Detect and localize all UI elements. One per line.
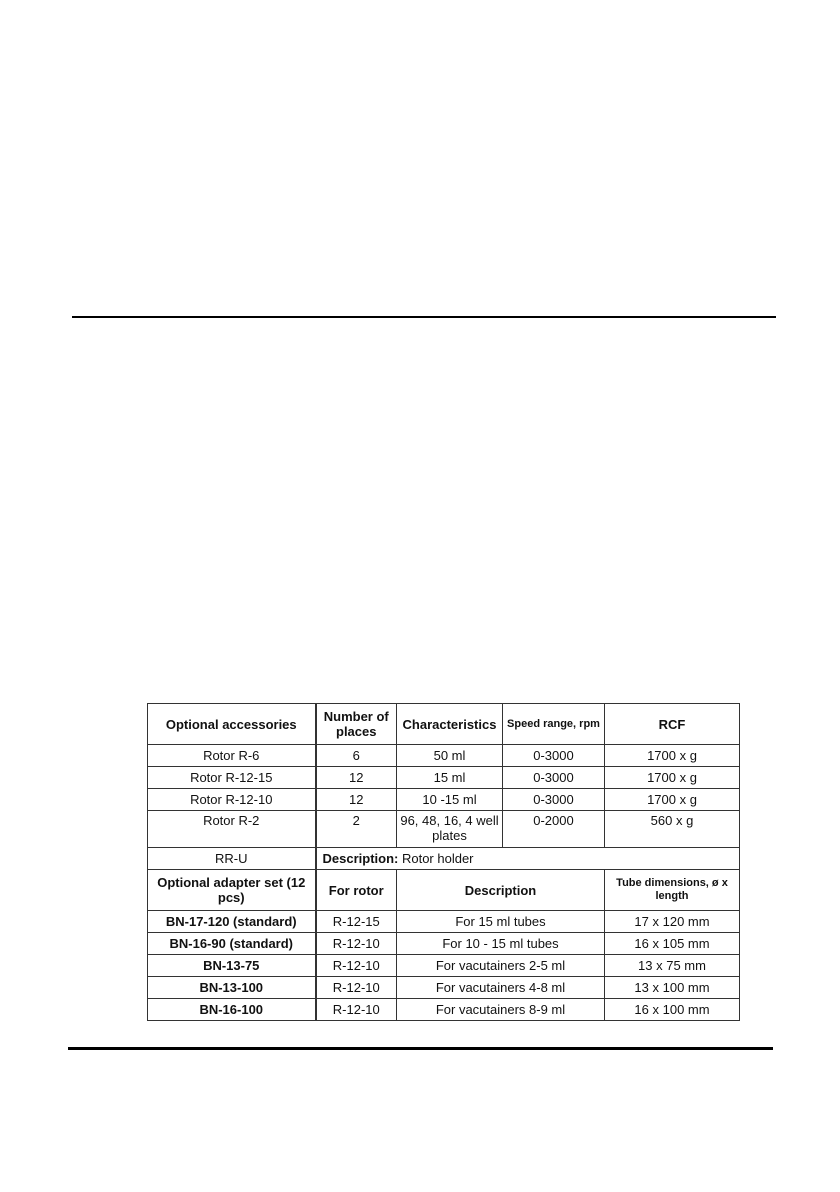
table-row [148, 911, 740, 933]
rotor-name: Rotor R-12-15 [148, 767, 316, 789]
header-for-rotor: For rotor [316, 870, 397, 911]
rotor-name: Rotor R-12-10 [148, 789, 316, 811]
table-row [148, 767, 740, 789]
adapter-dimensions: 16 x 105 mm [605, 933, 740, 955]
rotor-characteristics: 15 ml [397, 767, 503, 789]
header-rcf: RCF [605, 704, 740, 745]
rotor-places: 2 [316, 811, 397, 848]
adapter-rotor: R-12-15 [316, 911, 397, 933]
adapter-dimensions: 13 x 100 mm [605, 977, 740, 999]
adapter-name: BN-13-100 [148, 977, 316, 999]
adapter-name: BN-13-75 [148, 955, 316, 977]
header-optional-accessories: Optional accessories [148, 704, 316, 745]
holder-description [316, 848, 740, 870]
adapter-description: For vacutainers 8-9 ml [397, 999, 605, 1021]
table-row [148, 977, 740, 999]
adapter-rotor: R-12-10 [316, 955, 397, 977]
rotor-places: 12 [316, 767, 397, 789]
holder-row [148, 848, 740, 870]
header-number-of-places: Number of places [316, 704, 397, 745]
adapter-rotor: R-12-10 [316, 933, 397, 955]
table-row [148, 811, 740, 848]
rotor-rcf: 1700 x g [605, 767, 740, 789]
adapter-description: For vacutainers 4-8 ml [397, 977, 605, 999]
table-row [148, 955, 740, 977]
holder-name: RR-U [148, 848, 316, 870]
table-row [148, 789, 740, 811]
rotor-places: 6 [316, 745, 397, 767]
table-row [148, 933, 740, 955]
rotor-rcf: 1700 x g [605, 745, 740, 767]
adapter-rotor: R-12-10 [316, 977, 397, 999]
rotor-rcf: 1700 x g [605, 789, 740, 811]
adapter-dimensions: 16 x 100 mm [605, 999, 740, 1021]
rotor-rcf: 560 x g [605, 811, 740, 848]
header-tube-dimensions: Tube dimensions, ø x length [605, 870, 740, 911]
rotor-speed: 0-3000 [503, 789, 605, 811]
holder-description-label: Description: [322, 851, 399, 866]
table-row [148, 999, 740, 1021]
bottom-divider [68, 1047, 773, 1050]
adapter-header-row [148, 870, 740, 911]
top-divider [72, 316, 776, 318]
adapter-rotor: R-12-10 [316, 999, 397, 1021]
adapter-name: BN-17-120 (standard) [148, 911, 316, 933]
header-characteristics: Characteristics [397, 704, 503, 745]
table-row [148, 745, 740, 767]
rotor-speed: 0-3000 [503, 767, 605, 789]
rotor-speed: 0-3000 [503, 745, 605, 767]
rotor-speed: 0-2000 [503, 811, 605, 848]
adapter-description: For 10 - 15 ml tubes [397, 933, 605, 955]
holder-description-value: Rotor holder [401, 851, 474, 866]
adapter-description: For 15 ml tubes [397, 911, 605, 933]
rotor-characteristics: 96, 48, 16, 4 well plates [397, 811, 503, 848]
header-description: Description [397, 870, 605, 911]
adapter-dimensions: 17 x 120 mm [605, 911, 740, 933]
adapter-dimensions: 13 x 75 mm [605, 955, 740, 977]
rotor-places: 12 [316, 789, 397, 811]
adapter-description: For vacutainers 2-5 ml [397, 955, 605, 977]
header-optional-adapter-set: Optional adapter set (12 pcs) [148, 870, 316, 911]
accessories-table [147, 703, 740, 1021]
rotor-characteristics: 10 -15 ml [397, 789, 503, 811]
accessories-header-row [148, 704, 740, 745]
rotor-name: Rotor R-6 [148, 745, 316, 767]
rotor-name: Rotor R-2 [148, 811, 316, 848]
rotor-characteristics: 50 ml [397, 745, 503, 767]
adapter-name: BN-16-100 [148, 999, 316, 1021]
adapter-name: BN-16-90 (standard) [148, 933, 316, 955]
header-speed-range: Speed range, rpm [503, 704, 605, 745]
